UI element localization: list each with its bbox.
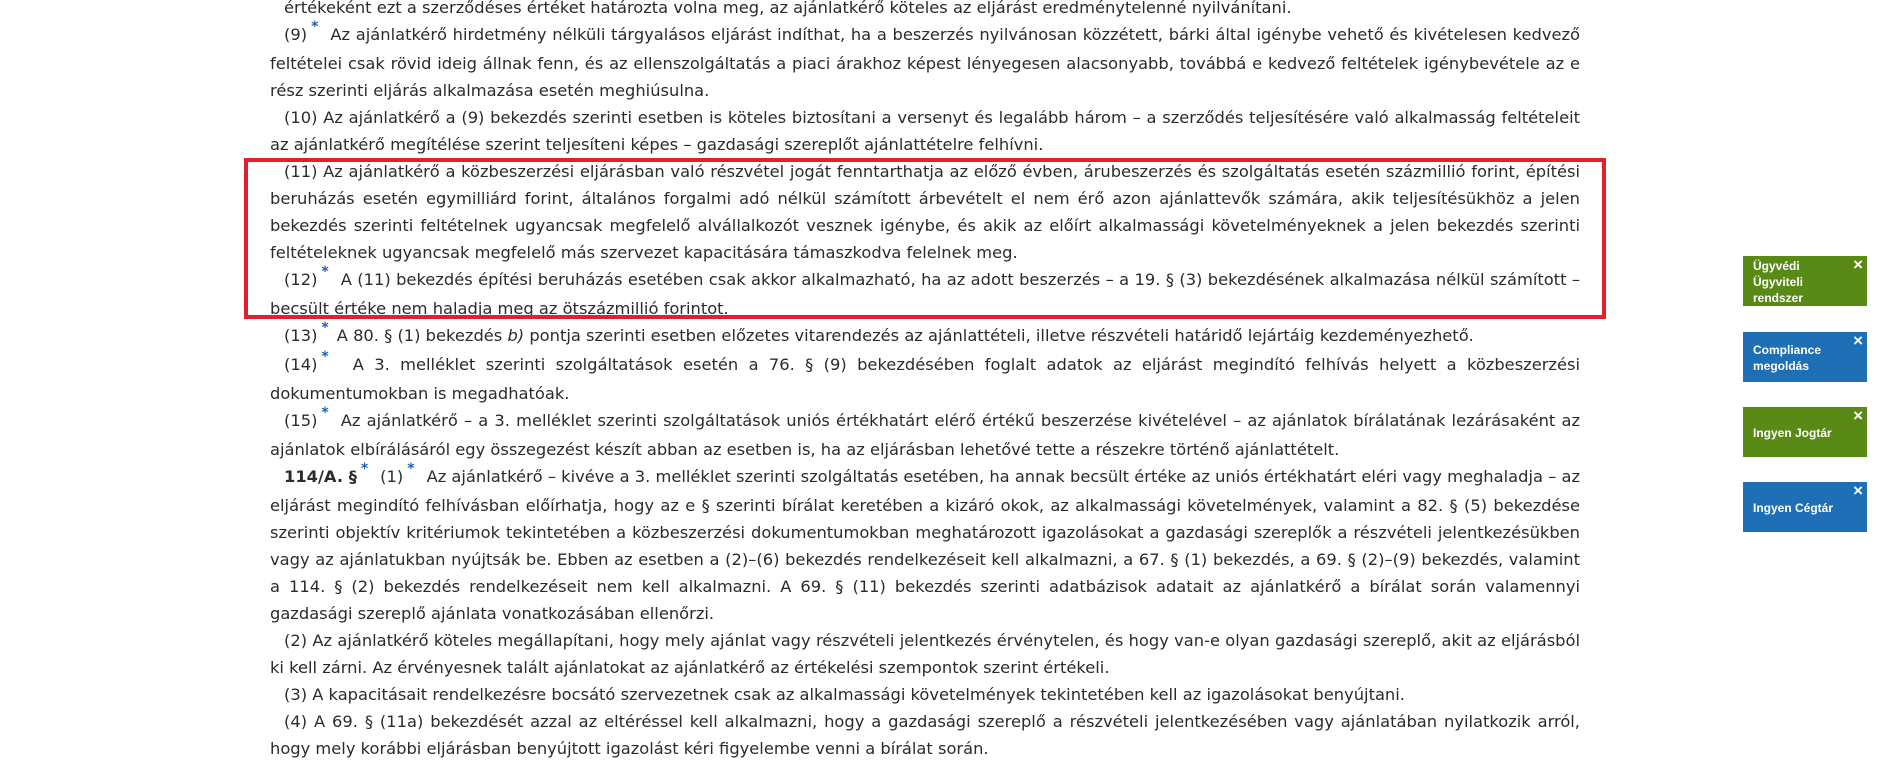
paragraph-number: (12) (284, 270, 318, 289)
paragraph-14 (270, 351, 1580, 407)
amendment-star-icon[interactable]: * (360, 461, 369, 477)
sidebar-button-label: Compliance megoldás (1753, 343, 1822, 373)
close-icon[interactable]: × (1853, 481, 1863, 500)
paragraph-text: Az ajánlatkérő – a 3. melléklet szerinti szolgáltatások uniós értékhatárt elérő értékű beszerzése kivételével – az ajánlatok bírálatának lezárásaként az ajánlatok elbírálásáról egy összegezést készít abban az esetben is, ha az eljárásban lehetővé tette a részekre történő ajánlattételt. (270, 411, 1580, 459)
sidebar-button-label: Ingyen Cégtár (1753, 501, 1834, 515)
paragraph-15 (270, 407, 1580, 463)
sidebar-button-ingyen-jogtar[interactable] (1743, 407, 1867, 457)
sidebar-button-ugyvedi-ugyviteli[interactable] (1743, 256, 1867, 306)
paragraph-number: (15) (284, 411, 318, 430)
paragraph-11: (11) Az ajánlatkérő a közbeszerzési eljárásban való részvétel jogát fenntarthatja az előző évben, árubeszerzés és szolgáltatás esetén százmillió forint, építési beruházás esetén egymilliárd forint, általános forgalmi adó nélkül számított árbevételt el nem érő azon ajánlattevők számára, akik teljesítésükhöz a jelen bekezdés szerinti feltételnek ugyancsak megfelelő alvállalkozót vesznek igénybe, és akik az előírt alkalmassági követelményeknek a jelen bekezdés szerinti feltételeknek ugyancsak megfelelő más szervezet kapacitására támaszkodva felelnek meg. (270, 162, 1580, 262)
law-text-body (270, 0, 1580, 762)
paragraph-number: (9) (284, 25, 308, 44)
paragraph-text: A (11) bekezdés építési beruházás esetében csak akkor alkalmazható, ha az adott beszerzés – a 19. § (3) bekezdésének alkalmazása nélkül számított – becsült értéke nem haladja meg az ötszázmillió forintot. (270, 270, 1580, 318)
paragraph-13 (270, 322, 1580, 351)
paragraph-text: A 3. melléklet szerinti szolgáltatások esetén a 76. § (9) bekezdésében foglalt adatok az eljárást megindító felhívás helyett a közbeszerzési dokumentumokban is megadhatóak. (270, 355, 1580, 403)
paragraph-12 (270, 266, 1580, 322)
paragraph-text: Az ajánlatkérő hirdetmény nélküli tárgyalásos eljárást indíthat, ha a beszerzés nyilvánosan közzétett, bárki által igénybe vehető és kivételesen kedvező feltételei csak rövid ideig állnak fenn, és az ellenszolgáltatás a piaci árakhoz képest lényegesen alacsonyabb, továbbá e kedvező feltételek igénybevétele az e rész szerinti eljárás alkalmazása esetén meghiúsulna. (270, 25, 1580, 100)
paragraph-text-post: pontja szerinti esetben előzetes vitarendezés az ajánlattételi, illetve részvételi határidő lejártáig kezdeményezhető. (529, 326, 1474, 345)
amendment-star-icon[interactable]: * (311, 19, 319, 35)
paragraph-10: (10) Az ajánlatkérő a (9) bekezdés szerinti esetben is köteles biztosítani a versenyt és legalább három – a szerződés teljesítésére való alkalmasság feltételeit az ajánlatkérő megítélése szerint teljesíteni képes – gazdasági szereplőt ajánlattételre felhívni. (270, 108, 1580, 154)
paragraph-number: (14) (284, 355, 318, 374)
close-icon[interactable]: × (1853, 331, 1863, 350)
amendment-star-icon[interactable]: * (321, 405, 329, 421)
section-114a-paragraph-3: (3) A kapacitásait rendelkezésre bocsátó szervezetnek csak az alkalmassági követelmények tekintetében kell az igazolásokat benyújtani. (284, 685, 1405, 704)
section-number: 114/A. § (284, 467, 357, 486)
amendment-star-icon[interactable]: * (407, 461, 415, 477)
paragraph-number: (1) (380, 467, 404, 486)
sidebar-button-label: Ingyen Jogtár (1753, 426, 1832, 440)
paragraph-9 (270, 21, 1580, 104)
paragraph-number: (13) (284, 326, 318, 345)
close-icon[interactable]: × (1853, 255, 1863, 274)
section-114a-paragraph-4: (4) A 69. § (11a) bekezdését azzal az eltéréssel kell alkalmazni, hogy a gazdasági szereplő a részvételi jelentkezésében vagy ajánlatában nyilatkozik arról, hogy mely korábbi eljárásban benyújtott igazolást kéri figyelembe venni a bírálat során. (270, 712, 1580, 758)
amendment-star-icon[interactable]: * (321, 349, 329, 365)
amendment-star-icon[interactable]: * (321, 320, 329, 336)
paragraph-text-pre: A 80. § (1) bekezdés (336, 326, 503, 345)
section-114a-paragraph-1 (270, 463, 1580, 627)
section-114a-paragraph-2: (2) Az ajánlatkérő köteles megállapítani, hogy mely ajánlat vagy részvételi jelentkezés érvénytelen, és hogy van-e olyan gazdasági szereplő, akit az eljárásból ki kell zárni. Az érvényesnek talált ajánlatokat az ajánlatkérő az értékelési szempontok szerint értékeli. (270, 631, 1580, 677)
sidebar-button-label: Ügyvédi Ügyviteli rendszer (1753, 259, 1804, 305)
paragraph-8-tail: értékeként ezt a szerződéses értéket határozta volna meg, az ajánlatkérő köteles az eljárást eredménytelenné nyilvánítani. (284, 0, 1292, 17)
amendment-star-icon[interactable]: * (321, 264, 329, 280)
sidebar-button-ingyen-cegtar[interactable] (1743, 482, 1867, 532)
close-icon[interactable]: × (1853, 406, 1863, 425)
paragraph-text: Az ajánlatkérő – kivéve a 3. melléklet szerinti szolgáltatás esetében, ha annak becsült értéke az uniós értékhatárt eléri vagy meghaladja – az eljárást megindító felhívásban előírhatja, hogy az e § szerinti bírálat keretében a kizáró okok, az alkalmassági követelmények, valamint a 82. § (5) bekezdése szerinti objektív kritériumok tekintetében a közbeszerzési dokumentumokban meghatározott igazolásokat a gazdasági szereplők a részvételi jelentkezésükben vagy az ajánlatukban nyújtsák be. Ebben az esetben a (2)–(6) bekezdés rendelkezéseit kell alkalmazni, a 67. § (1) bekezdés, a 69. § (2)–(9) bekezdés, valamint a 114. § (2) bekezdés rendelkezéseit nem kell alkalmazni. A 69. § (11) bekezdés szerinti adatbázisok adatait az ajánlatkérő a bírálat során valamennyi gazdasági szereplő ajánlata vonatkozásában ellenőrzi. (270, 467, 1580, 623)
paragraph-text-italic: b) (507, 326, 525, 345)
sidebar-button-compliance[interactable] (1743, 332, 1867, 382)
